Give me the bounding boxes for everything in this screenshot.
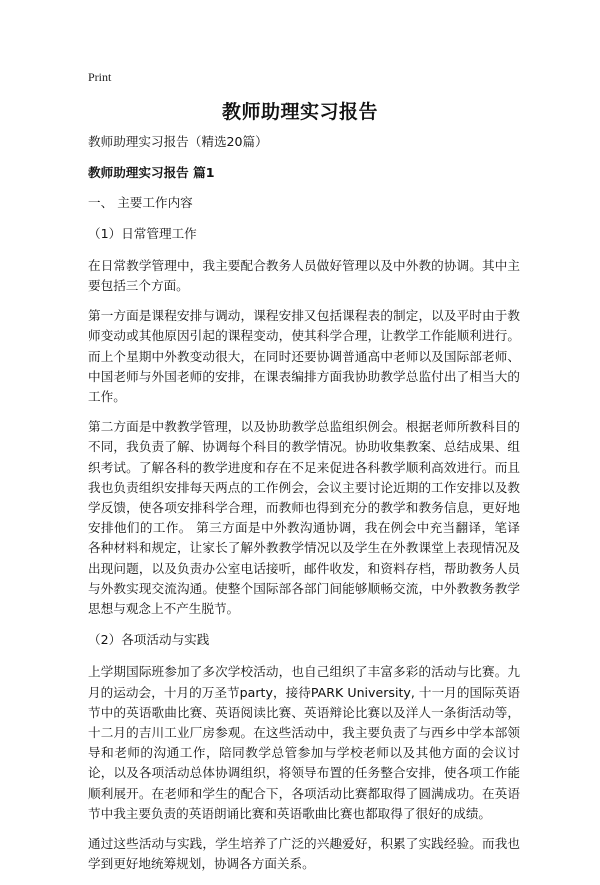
paragraph-2: 第一方面是课程安排与调动，课程安排又包括课程表的制定，以及平时由于教师变动或其他原因引起的课程变动，使其科学合理，让教学工作能顺利进行。而上个星期中外教变动很大，在同时还要协调普通高中老师以及国际部老师、中国老师与外国老师的安排，在课表编排方面我协助教学总监付出了相当大的工作。 <box>88 308 520 405</box>
paragraph-5: 通过这些活动与实践，学生培养了广泛的兴趣爱好，积累了实践经验。而我也学到更好地统筹规划，协调各方面关系。 <box>88 836 520 872</box>
document-subtitle: 教师助理实习报告（精选20篇） <box>88 134 268 149</box>
heading-daily-management: （1）日常管理工作 <box>88 225 197 241</box>
page-title: 教师助理实习报告 <box>221 101 378 123</box>
paragraph-3: 第二方面是中教教学管理，以及协助教学总监组织例会。根据老师所教科目的不同，我负责了解、协调每个科目的教学情况。协助收集教案、总结成果、组织考试。了解各科的教学进度和存在不足来促进各科教学顺利高效进行。而且我也负责组织安排每天两点的工作例会，会议主要讨论近期的工作安排以及教学反馈，使各项安排科学合理，而教师也得到充分的教学和教务信息，更好地安排他们的工作。 第三方面是中外教沟通协调，我在例会中充当翻译，笔译各种材料和规定，让家长了解外教教学情况以及学生在外教课堂上表现情况及出现问题，以及负责办公室电话接听，邮件收发，和资料存档，帮助教务人员与外教实现交流沟通。使整个国际部各部门间能够顺畅交流，中外教教务教学思想与观念上不产生脱节。 <box>88 419 520 617</box>
heading-main-work: 一、 主要工作内容 <box>88 195 193 211</box>
paragraph-4: 上学期国际班参加了多次学校活动，也自己组织了丰富多彩的活动与比赛。九月的运动会，十月的万圣节party，接待PARK University, 十一月的国际英语节中的英语歌曲比赛、英语阅读比赛、英语辩论比赛以及洋人一条街活动等，十二月的吉川工业厂房参观。在这些活动中，我主要负责了与西乡中学本部领导和老师的沟通工作，陪同教学总管参加与学校老师以及其他方面的会议讨论，以及各项活动总体协调组织，将领导布置的任务整合安排，使各项工作能顺利展开。在老师和学生的配合下，各项活动比赛都取得了圆满成功。在英语节中我主要负责的英语朗诵比赛和英语歌曲比赛也都取得了很好的成绩。 <box>88 664 520 821</box>
print-link[interactable]: Print <box>88 70 112 84</box>
document-body <box>88 132 520 885</box>
heading-activities: （2）各项活动与实践 <box>88 632 210 648</box>
paragraph-1: 在日常教学管理中，我主要配合教务人员做好管理以及中外教的协调。其中主要包括三个方面。 <box>88 257 520 294</box>
section-title: 教师助理实习报告 篇1 <box>88 165 215 181</box>
